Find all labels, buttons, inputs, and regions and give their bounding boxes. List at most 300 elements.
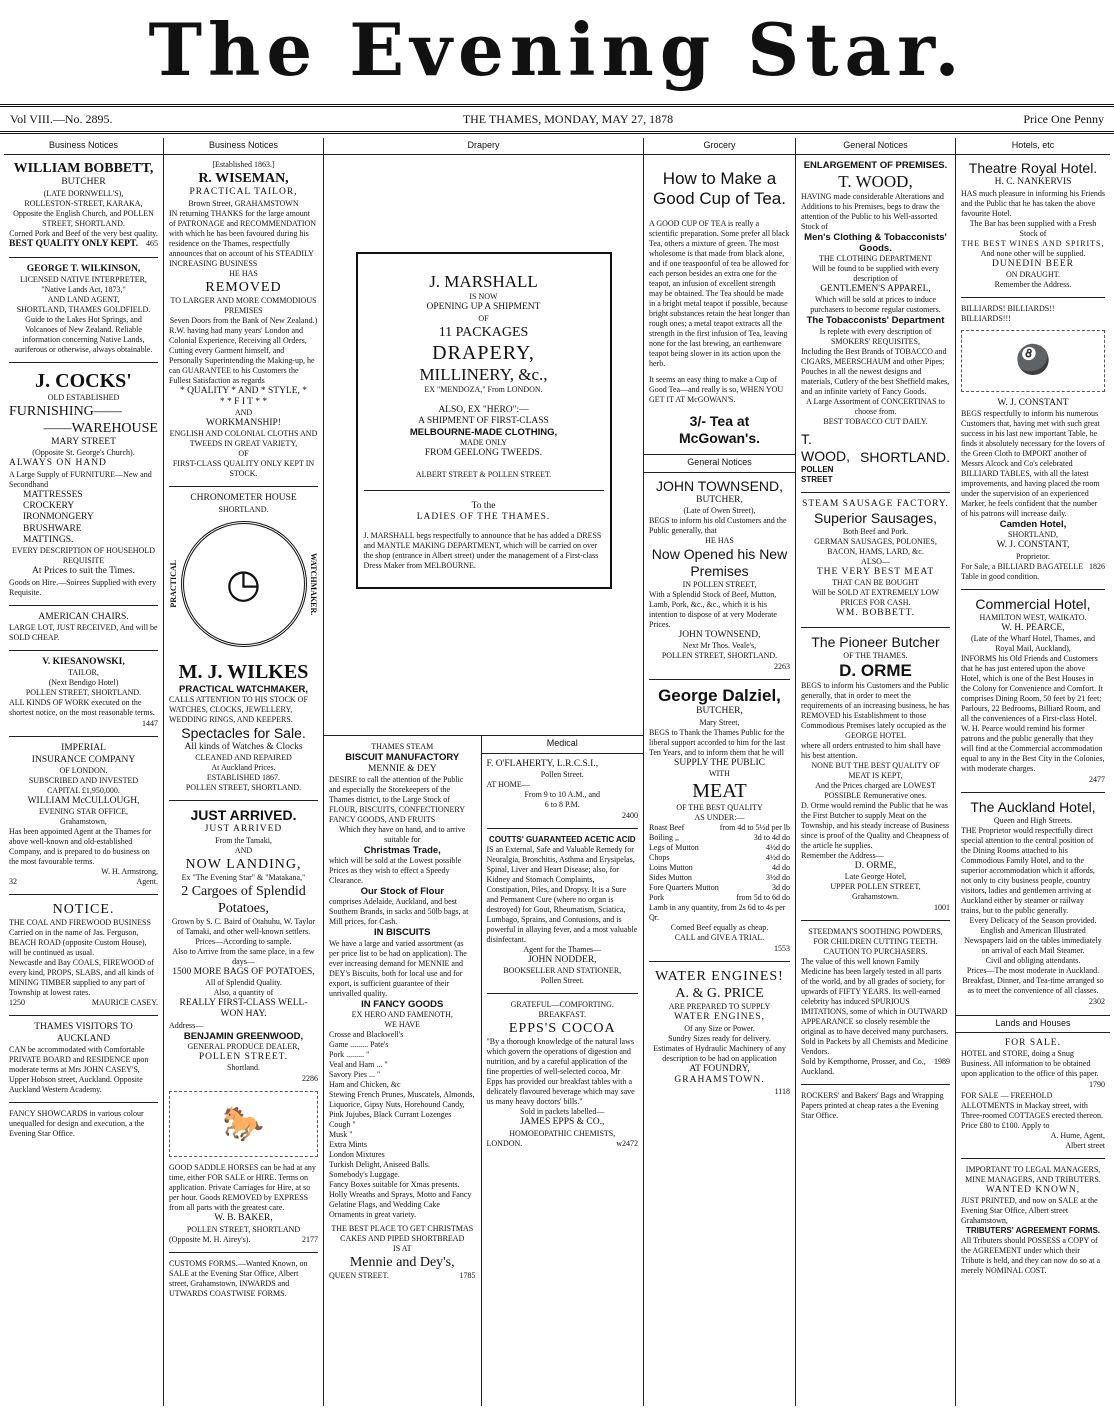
ad-water-engines (649, 968, 790, 1097)
ad-title: CHRONOMETER HOUSE (190, 493, 297, 504)
ad-text: ——WAREHOUSE (43, 421, 158, 437)
ad-number: 2400 (622, 810, 638, 820)
ad-text: POLLEN STREET, SHORTLAND (186, 1224, 301, 1234)
ad-text: DRAPERY, (432, 341, 535, 364)
ad-text: CLEANED AND REPAIRED (195, 753, 292, 763)
ad-text: D. ORME, (854, 860, 897, 871)
ad-text: Sundry Sizes ready for delivery. (668, 1033, 771, 1043)
ad-text: MENNIE & DEY (367, 763, 437, 774)
ad-number: 1989 (934, 1057, 950, 1067)
ad-text: Sold in packets labelled— (520, 1107, 605, 1117)
ad-text: Agent for the Thames— (523, 945, 602, 955)
ad-text: TAILOR, (68, 668, 99, 678)
ad-text: GENERAL PRODUCE DEALER, (187, 1041, 300, 1051)
dateline (0, 104, 1114, 134)
ad-text: ALBERT STREET & POLLEN STREET. (415, 469, 552, 479)
ad-text: ALWAYS ON HAND (9, 458, 107, 469)
ad-text: (LATE DORNWELL'S), (43, 188, 124, 198)
ad-text: Lamb in any quantity, from 2s 6d to 4s per Qr. (649, 903, 786, 923)
list-item: Savory Pies ... " (329, 1070, 381, 1080)
ad-text: BEST TOBACCO CUT DAILY. (823, 416, 928, 426)
column-2 (164, 138, 324, 1406)
ad-text: Sold in Packets by all Chemists and Medicine Vendors. (801, 1037, 948, 1057)
ad-text: * * F I T * * (219, 396, 268, 407)
ad-baker (169, 1163, 318, 1244)
ad-text: THAMES STEAM (371, 742, 434, 752)
ad-text: OF (238, 449, 249, 459)
ad-text: THE Proprietor would respectfully direct special attention to the central position of the Dining Rooms attached to his Commodious Family Hotel, and to the superior accommodation which it affords, not only to city business people, country visitors, ladies and gentlemen arriving at Auckland either by steamer or railway trains, but to the public generally. (961, 826, 1095, 916)
ad-marshall (356, 252, 612, 589)
ad-title: BILLIARDS! BILLIARDS!! BILLIARDS!!! (961, 303, 1055, 323)
ad-text: Including the Best Brands of TOBACCO and CIGARS, MEERSCHAUM and other Pipes; Pouches in all the newest designs and materials, Cutlery of the best Sheffield makes, and an infinite variety of Fancy Goods. (801, 346, 950, 396)
ad-title: The Pioneer Butcher (811, 633, 940, 650)
ad-text: Prices—According to sample. (195, 936, 292, 946)
column-1 (4, 138, 164, 1406)
ad-text: EX "MENDOZA," From LONDON. (424, 384, 543, 394)
ad-title: Theatre Royal Hotel. (968, 160, 1098, 177)
ad-text: R.W. having had many years' London and Colonial Experience, Receiving all Orders, Cutting every Garment himself, and Personally Superintending the Making-up, he can GUARANTEE to his Customers the Fullest Satisfaction as regards (169, 325, 315, 385)
ad-title: IMPORTANT TO LEGAL MANAGERS, MINE MANAGERS, AND TRIBUTERS. (965, 1164, 1101, 1184)
list-item: Somebody's Luggage. (329, 1170, 400, 1180)
ad-text: Proprietor. (1016, 551, 1050, 561)
ad-wiseman (169, 160, 318, 479)
ad-insurance (9, 743, 158, 887)
ad-text: SHORTLAND, THAMES GOLDFIELD. (16, 305, 151, 315)
ad-text: IN BISCUITS (374, 927, 431, 939)
ad-text: AND (234, 408, 253, 418)
horse-cart-icon: 🐎 (169, 1091, 318, 1157)
list-item: MATTRESSES (23, 489, 83, 500)
ad-text: Address— (169, 1020, 204, 1030)
ad-text: WORKMANSHIP! (206, 418, 281, 429)
ad-text: Sold by Kempthorne, Prosser, and Co., Auckland. (801, 1057, 926, 1077)
ad-text: IN returning THANKS for the large amount of PATRONAGE and RECOMMENDATION with which he has been favoured during his residence on the Thames, respectfully announces that on account of his STEADILY INCREASING BUSINESS (169, 208, 317, 268)
ad-tea (649, 169, 790, 447)
ad-coutts (487, 835, 638, 986)
price-row: Loins Mutton 4d do (649, 863, 790, 873)
ad-text: W. H. Pearce would remind his former patrons and the public generally that they will find at the Commercial accommodation equal to any in the Best City in the Colonies, with moderate charges. (961, 724, 1105, 774)
ad-text: A GOOD CUP OF TEA is really a scientific preparation. Some prefer all black Tea, others a mixture of green. The most wholesome is that made from black alone, and if one teaspoonful of tea be allowed for each person besides an extra one for the teapot, an infusion of excellent strength may be obtained. The Tea should be made in a bright metal teapot if possible, because bright substances retain the heat longer than rough ones; a metal teapot extracts all the strength in the first infusion of Tea, leaving none for the last brewing, an earthenware teapot being slower in its action upon the herb. (649, 219, 790, 369)
ad-title: WATER ENGINES! (655, 969, 784, 985)
ad-text: AT FOUNDRY, (689, 1063, 750, 1074)
ad-number: 2286 (302, 1074, 318, 1084)
ad-text: The Bar has been supplied with a Fresh Stock of (969, 218, 1097, 238)
ad-title: WILLIAM BOBBETT, (13, 161, 154, 177)
ad-text: MILLINERY, &c., (419, 364, 548, 384)
ad-text: The Tobacconists' Department (806, 315, 945, 327)
ad-text: OF LONDON. (59, 766, 108, 776)
ad-text: Also, a quantity of (213, 987, 274, 997)
ad-potatoes (169, 807, 318, 1084)
ad-text: WITH (709, 769, 730, 779)
ad-bobbett (9, 160, 158, 250)
ad-text: GERMAN SAUSAGES, POLONIES, (814, 537, 937, 547)
ad-text: T. WOOD, (801, 430, 850, 464)
price-row: Fore Quarters Mutton 3d do (649, 883, 790, 893)
ad-text: MARY STREET (51, 437, 116, 448)
ad-text: Superior Sausages, (814, 510, 937, 527)
ad-text: ALL KINDS OF WORK executed on the shortest notice, on the most reasonable terms. (9, 698, 155, 718)
ad-text: 6 to 8 P.M. (544, 799, 580, 809)
ad-text: With a Splendid Stock of Beef, Mutton, Lamb, Pork, &c., &c., which it is his intention to dispose of at very Moderate Prices. (649, 589, 777, 629)
ad-title: George Dalziel, (658, 686, 781, 706)
ad-text: HAVING made considerable Alterations and Additions to his Premises, begs to draw the attention of the Public to his Well-assorted Stock of (801, 191, 944, 231)
ad-number: w2472 (616, 1138, 638, 1148)
ad-text: Christmas Trade, (363, 844, 441, 856)
columns (4, 138, 1110, 1406)
column-5 (796, 138, 956, 1406)
ad-text: And none other will be supplied. (980, 248, 1086, 258)
ad-text: AT HOME— (486, 779, 530, 789)
ad-text: Will be SOLD AT EXTREMELY LOW PRICES FOR CASH. (811, 588, 940, 608)
ad-text: PRACTICAL (169, 560, 178, 608)
ad-text: JUST ARRIVED (204, 824, 283, 835)
ad-number: 32 (9, 877, 17, 887)
ad-text: ARE PREPARED TO SUPPLY (668, 1002, 771, 1012)
ad-text: (Opposite St. George's Church). (32, 448, 135, 458)
ad-text: ALSO— (861, 557, 890, 567)
ad-text: OF THE THAMES. (843, 650, 908, 660)
ad-text: Spectacles for Sale. (181, 725, 306, 742)
ad-dalziel (649, 686, 790, 954)
list-item: Veal and Ham ... " (329, 1060, 388, 1070)
ad-number: 1001 (934, 902, 950, 912)
ad-text: A Large Supply of FURNITURE—New and Secondhand (9, 469, 152, 489)
ad-text: Ex "The Evening Star" & "Matakana," (181, 872, 306, 882)
ad-title: STEAM SAUSAGE FACTORY. (802, 498, 949, 509)
ad-number: 465 (146, 238, 158, 248)
ad-text: PRACTICAL TAILOR, (189, 187, 298, 198)
ad-text: BUTCHER, (696, 706, 743, 717)
ad-text: MEAT (692, 780, 747, 803)
ad-text: JAMES EPPS & CO., (520, 1117, 605, 1128)
ad-text: which will be sold at the Lowest possible Prices as they wish to effect a Speedy Clearance. (329, 856, 462, 886)
price-row: Chops 4½d do (649, 853, 790, 863)
ad-number: 1785 (459, 1271, 476, 1281)
ad-number: 1118 (774, 1087, 790, 1097)
list-item: Game ......... Pate's (329, 1040, 389, 1050)
price-row: Pork from 5d to 6d do (649, 893, 790, 903)
ad-text: THAT CAN BE BOUGHT (832, 578, 919, 588)
ad-text: BEGS to Thank the Thames Public for the liberal support accorded to him for the last Ten Years, and to inform them that he will (649, 727, 786, 757)
ad-showcards: FANCY SHOWCARDS in various colour unequalled for design and execution, a the Evening Star Office. (9, 1108, 145, 1138)
ad-text: HAMILTON WEST, WAIKATO. (979, 612, 1087, 622)
ad-text: FROM GEELONG TWEEDS. (424, 448, 543, 459)
ad-text: We have a large and varied assortment (as per price list to be had on application). The ever increasing demand for MENNIE and DEY's Biscuits, both for local use and for export, is sufficient guarantee of their unrivalled quality. (329, 938, 467, 998)
ad-commercial-hotel (961, 596, 1105, 786)
list-item: London Mixtures (329, 1150, 385, 1160)
ad-rockers: ROCKERS' and Bakers' Bags and Wrapping Papers printed at cheap rates a the Evening Star Office. (801, 1091, 944, 1121)
ad-text: Breakfast, Dinner, and Tea-time arranged so as to meet the convenience of all classes. (962, 976, 1104, 996)
ad-title: ENLARGEMENT OF PREMISES. (803, 160, 948, 172)
ad-text: Also to Arrive from the same place, in a few days— (172, 946, 315, 966)
ad-title: R. WISEMAN, (198, 171, 289, 187)
ad-text: NOW LANDING, (185, 856, 302, 872)
ad-text: Which they have on hand, and to arrive suitable for (339, 824, 466, 844)
ad-text: W. J. CONSTANT (997, 397, 1069, 408)
ad-text: MADE ONLY (460, 438, 507, 448)
ad-text: Grahamstown, (60, 817, 107, 827)
ad-text: WILLIAM McCULLOUGH, (27, 796, 140, 807)
ad-text: GRAHAMSTOWN. (674, 1074, 765, 1085)
ad-text: W. J. CONSTANT, (996, 540, 1070, 551)
ad-text: Remember the Address— (801, 850, 884, 860)
ad-text: Guide to the Lakes Hot Springs, and Volcanoes of New Zealand. Reliable information concerning Native Lands, auriferous or otherwise, always obtainable. (14, 315, 153, 355)
ad-text: BREAKFAST. (538, 1010, 586, 1020)
ad-text: NONE BUT THE BEST QUALITY OF MEAT IS KEPT, (811, 760, 940, 780)
ad-title: BISCUIT MANUFACTORY (345, 752, 460, 764)
ad-text: BUTCHER (61, 177, 106, 188)
ad-text: Has been appointed Agent at the Thames for above well-known and old-established Company, and is prepared to do business on the most favourable terms. (9, 827, 152, 867)
ad-text: Prices—The most moderate in Auckland. (966, 966, 1100, 976)
ad-text: MELBOURNE-MADE CLOTHING, (409, 427, 558, 439)
ad-oflaherty (487, 759, 638, 822)
ad-text: Mennie and Dey's, (349, 1255, 455, 1271)
ad-text: CAUTION TO PURCHASERS. (823, 947, 928, 957)
ad-wilkes (169, 660, 318, 794)
section-header: Hotels, etc (956, 138, 1110, 155)
list-item: BRUSHWARE (23, 523, 82, 534)
ad-text: THE BEST WINES AND SPIRITS, (961, 238, 1105, 248)
ad-tributers (961, 1165, 1105, 1276)
ad-text: LONDON. (486, 1138, 523, 1148)
ad-text: INFORMS his Old Friends and Customers that he has just entered upon the above Hotel, which is one of the Best Houses in the Colony for Convenience and Comfort. It comprises Dining Room, 50 feet by 21 feet; Parlours, 22 Bedrooms, Billiard Room, and all the conveniences of a First-class Hotel. (961, 654, 1103, 724)
ad-text: BEGS respectfully to inform his numerous Customers that, having met with such great success in his last new important Table, he finds it absolutely necessary for the lovers of the Green Cloth to IMPORT another of Messrs Alcock and Co's celebrated BILLIARD TABLES, with all the latest improvements, and having placed the room under the supervision of an experienced Marker, he feels confident that the number of his patrons will increase daily. (961, 409, 1105, 519)
ad-text: English and American Illustrated Newspapers laid on the tables immediately on arrival of each Mail Steamer. (964, 926, 1102, 956)
ad-chronometer (169, 493, 318, 652)
issue-price: Price One Penny (1023, 111, 1104, 126)
ad-text: Civil and obliging attendants. (985, 956, 1081, 966)
ad-text: GEORGE HOTEL (845, 730, 906, 740)
medical-column (482, 736, 643, 1406)
ad-text: LICENSED NATIVE INTERPRETER, (20, 275, 147, 285)
ad-text: EVERY DESCRIPTION OF HOUSEHOLD REQUISITE (11, 546, 156, 566)
ad-text: CALL and GIVE A TRIAL. (674, 933, 765, 943)
ad-text: GOOD SADDLE HORSES can be had at any time, either FOR SALE or HIRE. Terms on application. Private Carriages for Hire, at so per hour. Goods REMOVED by EXPRESS from all parts with the greatest care. (169, 1163, 316, 1213)
ad-text: BENJAMIN GREENWOOD, (183, 1030, 304, 1042)
ad-title: COUTTS' GUARANTEED ACETIC ACID (488, 835, 636, 845)
ad-text: Both Beef and Pork. (842, 527, 909, 537)
ad-number: 1447 (142, 719, 158, 729)
ad-text: Will be found to be supplied with every description of (812, 264, 939, 284)
ad-text: EX HERO AND FAMENOTH, (351, 1010, 453, 1020)
volume-number: Vol VIII.—No. 2895. (10, 111, 113, 126)
ad-title: W. B. BAKER, (214, 1213, 273, 1224)
ad-text: AND (234, 845, 253, 855)
ad-text: BUTCHER, (696, 494, 743, 505)
ad-text: Our Stock of Flour (360, 886, 444, 898)
ad-number: 2177 (302, 1234, 318, 1244)
list-item: CROCKERY (23, 501, 75, 512)
ad-text: BEST QUALITY ONLY KEPT. (9, 238, 138, 249)
ad-text: SUBSCRIBED AND INVESTED (28, 776, 139, 786)
ad-text: Of any Size or Power. (684, 1023, 755, 1033)
ad-cocks (9, 369, 158, 597)
ad-text: Agent. (136, 877, 158, 887)
ad-billiards (961, 304, 1105, 582)
ad-number: 1553 (774, 944, 790, 954)
ad-title: V. KIESANOWSKI, (42, 656, 125, 667)
ad-text: HE HAS (705, 535, 734, 545)
list-item: Pork ......... " (329, 1050, 370, 1060)
ad-text: Fancy Boxes suitable for Xmas presents. Holly Wreaths and Sprays, Motto and Fancy Gelatine Flags, and Wedding Cake Ornaments in great variety. (329, 1180, 472, 1220)
ad-title: Commercial Hotel, (975, 595, 1091, 612)
ad-text: Stewing French Prunes, Muscatels, Almonds, Liquorice, Gipsy Nuts, Horehound Candy, Pink Jujubes, Black Currant Lozenges (329, 1090, 475, 1120)
ad-text: Pollen Street. (540, 769, 584, 779)
ad-text: CALLS ATTENTION TO HIS STOCK OF WATCHES, CLOCKS, JEWELLERY, WEDDING RINGS, AND KEEPERS. (169, 695, 308, 725)
ad-text: At Prices to suit the Times. (32, 566, 135, 577)
ad-text: Late George Hotel, (844, 871, 907, 881)
ad-text: Shortland. (226, 1063, 261, 1073)
ad-text: LARGE LOT, JUST RECEIVED, And will be SOLD CHEAP. (9, 622, 158, 642)
ad-text: Brown Street, GRAHAMSTOWN (188, 198, 299, 208)
section-header: General Notices (644, 454, 795, 472)
ad-text: EVENING STAR OFFICE, (39, 807, 128, 817)
ad-text: ON DRAUGHT. (1005, 269, 1061, 279)
ad-text: AND LAND AGENT, (47, 295, 120, 305)
column-3 (324, 138, 644, 1406)
clock-icon: ◷ (181, 521, 307, 647)
price-row: Sides Mutton 3½d do (649, 873, 790, 883)
ad-text: ALSO, EX "HERO":— (438, 404, 529, 415)
ad-number: 2263 (774, 662, 790, 672)
ad-text: Corned Pork and Beef of the very best quality. (9, 228, 158, 238)
ad-text: 2 Cargoes of Splendid Potatoes, (181, 883, 306, 916)
ad-text: UPPER POLLEN STREET, (830, 881, 921, 891)
ad-title: STEEDMAN'S SOOTHING POWDERS, (808, 927, 943, 937)
section-header: Drapery (324, 138, 643, 155)
ad-steedman (801, 927, 950, 1077)
price-row: Roast Beef from 4d to 5½d per lb (649, 823, 790, 833)
ad-number: 1250 (9, 998, 25, 1008)
ad-text: POLLEN STREET, SHORTLAND. (185, 783, 302, 793)
ad-text: FURNISHING—— (9, 404, 122, 420)
ad-text: (Late of Owen Street), (683, 505, 756, 515)
ad-text: Is replete with every description of (819, 326, 932, 336)
ad-title: The Auckland Hotel, (970, 799, 1096, 816)
ad-epps (487, 1000, 638, 1148)
ad-number: 1790 (1089, 1080, 1105, 1090)
list-item: MATTINGS. (23, 534, 74, 545)
ad-text: For Sale, a BILLIARD BAGATELLE Table in good condition. (961, 561, 1083, 581)
ad-title: JOHN TOWNSEND, (655, 477, 784, 494)
ad-title: J. MARSHALL (429, 272, 538, 292)
ad-text: A. Hume, Agent, (1050, 1130, 1105, 1140)
ad-text: Next Mr Thos. Veale's, (682, 641, 757, 651)
ad-text: WATER ENGINES, (673, 1012, 766, 1023)
section-header: Business Notices (164, 138, 323, 155)
ad-text: A Large Assortment of CONCERTINAS to choose from. (806, 396, 945, 416)
ad-text: 11 PACKAGES (438, 324, 529, 340)
ad-text: Corned Beef equally as cheap. (670, 923, 769, 933)
section-header: Medical (482, 736, 643, 753)
ad-text: POLLEN STREET (801, 464, 834, 484)
ad-text: QUEEN STREET. (329, 1271, 389, 1281)
ad-text: BEGS to inform his old Customers and the Public generally, that (649, 515, 787, 535)
ad-auckland-hotel (961, 799, 1105, 1007)
ad-text: OPENING UP A SHIPMENT (426, 302, 541, 313)
ad-text: AS UNDER:— (694, 813, 745, 823)
ad-number: 1826 (1089, 561, 1105, 571)
ad-text: HAS much pleasure in informing his Friends and the Public that he has taken the above favourite Hotel. (961, 188, 1105, 218)
ad-text: Camden Hotel, (999, 519, 1067, 531)
ad-title: GEORGE T. WILKINSON, (26, 263, 141, 274)
ad-text: IN FANCY GOODS (361, 998, 444, 1010)
ad-text: Goods on Hire.—Soirees Supplied with every Requisite. (9, 577, 157, 597)
ad-text: All Tributers should POSSESS a COPY of the AGREEMENT under which their Tribute is held, and they can now do so at a merely NOMINAL COST. (961, 1235, 1101, 1275)
ad-text: DUNEDIN BEER (992, 258, 1074, 269)
ad-text: 3/- Tea at McGowan's. (678, 413, 761, 447)
ad-text: "By a thorough knowledge of the natural laws which govern the operations of digestion and nutrition, and by a careful application of the fine properties of well-selected cocoa, Mr Epps has provided our breakfast tables with a delicately flavoured beverage which may save us many heavy doctors' bills." (486, 1037, 635, 1107)
ad-text: From 9 to 10 A.M., and (524, 789, 601, 799)
ad-text: IS NOW (469, 292, 498, 302)
ad-text: comprises Adelaide, Auckland, and best Southern Brands, in sacks and 50lb bags, at Mill prices, for Cash. (329, 897, 469, 927)
ad-text: SHORTLAND, (1008, 530, 1058, 540)
ad-text: All of Splendid Quality. (205, 977, 282, 987)
list-item: Turkish Delight, Aniseed Balls. (329, 1160, 430, 1170)
ad-text: T. WOOD, (838, 171, 913, 191)
ad-text: D. Orme would remind the Public that he was the First Butcher to supply Meat on the Township, and his steady increase of Business since is proof of the Quality and Cheapness of the article he supplies. (801, 800, 950, 850)
ad-text: HE HAS (229, 268, 258, 278)
ad-text: A SHIPMENT OF FIRST-CLASS (418, 415, 549, 426)
ad-text: DESIRE to call the attention of the Public and especially the Storekeepers of the Thames district, to the Large Stock of FLOUR, BISCUITS, CONFECTIONERY FANCY GOODS, AND FRUITS (329, 774, 465, 824)
list-item: Extra Mints (329, 1140, 367, 1150)
price-row: Boiling ,, 3d to 4d do (649, 833, 790, 843)
ad-text: Albert street (1065, 1140, 1105, 1150)
ad-text: CAPITAL £1,950,000. (47, 786, 120, 796)
ad-text: [Established 1863.] (212, 160, 275, 170)
ad-title: JUST ARRIVED. (190, 807, 297, 824)
ad-text: To the (471, 500, 496, 511)
ad-orme (801, 634, 950, 914)
column-6 (956, 138, 1110, 1406)
ad-text: H. C. NANKERVIS (994, 177, 1072, 188)
ad-text: At Auckland Prices. (211, 763, 276, 773)
ad-title: J. COCKS' (35, 370, 132, 393)
ad-text: IS an External, Safe and Valuable Remedy for Neuralgia, Bronchitis, Asthma and Erysipelas, Spinal, Liver and Heart Disease; also, for Kidney and Stomach Complaints, Constipation, Piles, and Dropsy. It is a Sure and Permanent Cure (where no organ is destroyed) for Gout, Rheumatism, Sciatica, Lumbago, Sprains, and Contusions, and is powerful in allaying fever, and a most valuable disinfectant. (486, 845, 638, 945)
section-header: Grocery (644, 138, 795, 155)
ad-title: FOR SALE. (1005, 1037, 1061, 1048)
list-item: IRONMONGERY (23, 512, 94, 523)
ad-text: OF THE BEST QUALITY (676, 803, 763, 813)
ad-text: FOR SALE — FREEHOLD ALLOTMENTS in Mackay street, with Three-roomed COTTAGES erected thereon. Price £80 to £100. Apply to (961, 1090, 1103, 1130)
masthead (0, 0, 1114, 104)
ad-text: REMOVED (205, 279, 282, 295)
ad-text: Seven Doors from the Bank of New Zealand.) (169, 315, 318, 325)
ad-title: EPPS'S COCOA (508, 1021, 616, 1037)
ad-title: How to Make a Good Cup of Tea. (653, 169, 786, 209)
column-4 (644, 138, 796, 1406)
ad-customs: CUSTOMS FORMS.—Wanted Known, on SALE at the Evening Star Office, Albert street, Grahamstown, INWARDS and UTWARDS COASTWISE FORMS. (169, 1258, 308, 1298)
ad-text: PRACTICAL WATCHMAKER, (179, 683, 308, 695)
ad-text: BOOKSELLER AND STATIONER, (503, 966, 622, 976)
ad-text: WE HAVE (384, 1020, 421, 1030)
ad-text: FIRST-CLASS QUALITY ONLY KEPT IN STOCK. (172, 459, 315, 479)
newspaper-title: The Evening Star. (148, 7, 966, 92)
ad-text: Mary Street, (699, 717, 740, 727)
ad-wilkinson (9, 264, 158, 355)
list-item: Cough " (329, 1120, 356, 1130)
ad-text: CAN be accommodated with Comfortable PRIVATE BOARD and RESIDENCE upon moderate terms at Mrs JOHN CASEY'S, Upper Hobson street, Auckland. Opposite Auckland Western Academy. (9, 1044, 149, 1094)
ad-text: OLD ESTABLISHED (47, 393, 120, 403)
ad-text: IN POLLEN STREET, (682, 579, 757, 589)
ad-text: The value of this well known Family Medicine has been largely tested in all parts of the world, and by all grades of society, for upwards of FIFTY YEARS. Its well-earned celebrity has induced SPURIOUS IMITATIONS, some of which in OUTWARD APPEARANCE so closely resemble the original as to have deceived many purchasers. (801, 957, 949, 1037)
ad-title: F. O'FLAHERTY, L.R.C.S.I., (486, 758, 599, 769)
ad-text: THE CLOTHING DEPARTMENT (819, 254, 932, 264)
ad-text: SUPPLY THE PUBLIC (674, 757, 765, 768)
ad-text: It seems an easy thing to make a Cup of Good Tea—and really is so, WHEN YOU GET IT AT McGOWAN'S. (649, 375, 784, 405)
ad-townsend (649, 478, 790, 673)
